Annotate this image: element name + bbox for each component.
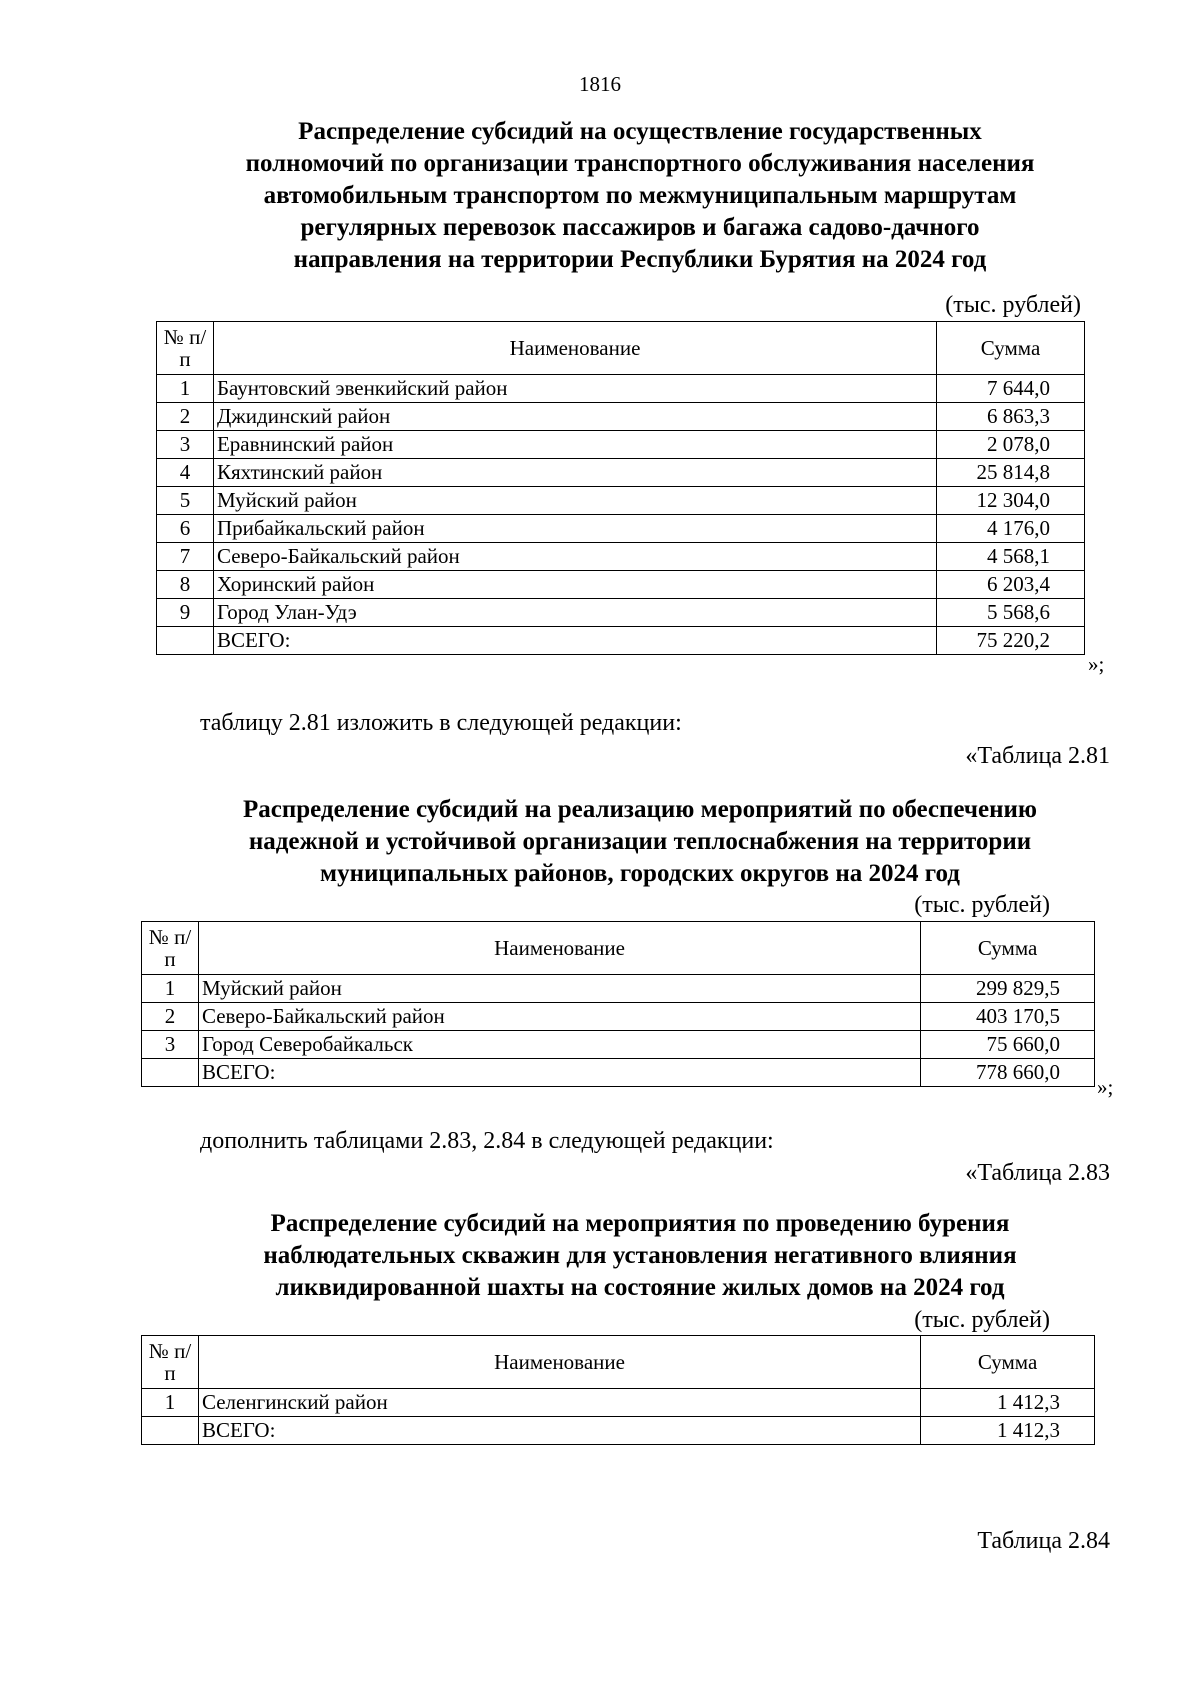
- title-line: надежной и устойчивой организации теплоснабжения на территории: [248, 828, 1032, 855]
- row-number: 1: [142, 1389, 199, 1417]
- table-header-row: [142, 1336, 1095, 1389]
- row-sum: 7 644,0: [937, 375, 1085, 403]
- total-label: ВСЕГО:: [198, 1059, 920, 1087]
- row-number: 3: [142, 1031, 199, 1059]
- table-row: [142, 1389, 1095, 1417]
- header-name: Наименование: [198, 1336, 920, 1389]
- table3-title: [150, 1208, 1130, 1304]
- table2-title: [150, 794, 1130, 890]
- table-header-row: [157, 322, 1085, 375]
- row-name: Прибайкальский район: [213, 515, 936, 543]
- table-header-row: [142, 922, 1095, 975]
- table2-label: «Таблица 2.81: [965, 743, 1110, 769]
- table4-label: Таблица 2.84: [977, 1528, 1110, 1554]
- row-sum: 2 078,0: [937, 431, 1085, 459]
- row-sum: 25 814,8: [937, 459, 1085, 487]
- header-sum: Сумма: [921, 1336, 1095, 1389]
- header-sum: Сумма: [921, 922, 1095, 975]
- row-name: Селенгинский район: [198, 1389, 920, 1417]
- row-number: 9: [157, 599, 214, 627]
- header-num: № п/п: [142, 1336, 199, 1389]
- row-number: 4: [157, 459, 214, 487]
- table-row: [157, 599, 1085, 627]
- row-name: Муйский район: [213, 487, 936, 515]
- table-row: [142, 1031, 1095, 1059]
- row-sum: 6 203,4: [937, 571, 1085, 599]
- table-row: [157, 571, 1085, 599]
- row-name: Джидинский район: [213, 403, 936, 431]
- title-line: автомобильным транспортом по межмуниципальным маршрутам: [263, 182, 1017, 209]
- table1-body: [157, 375, 1085, 627]
- row-name: Муйский район: [198, 975, 920, 1003]
- total-sum: 1 412,3: [921, 1417, 1095, 1445]
- table3-label: «Таблица 2.83: [965, 1160, 1110, 1186]
- row-name: Еравнинский район: [213, 431, 936, 459]
- total-label: ВСЕГО:: [198, 1417, 920, 1445]
- total-label: ВСЕГО:: [213, 627, 936, 655]
- row-name: Северо-Байкальский район: [198, 1003, 920, 1031]
- total-sum: 778 660,0: [921, 1059, 1095, 1087]
- paragraph-1: таблицу 2.81 изложить в следующей редакции:: [200, 710, 682, 736]
- table-row: [142, 1003, 1095, 1031]
- total-row: [157, 627, 1085, 655]
- table2-body: [142, 975, 1095, 1059]
- row-name: Город Северобайкальск: [198, 1031, 920, 1059]
- table3: [141, 1335, 1095, 1445]
- table-row: [157, 459, 1085, 487]
- row-number: 3: [157, 431, 214, 459]
- title-line: направления на территории Республики Бурятия на 2024 год: [293, 246, 987, 273]
- row-name: Северо-Байкальский район: [213, 543, 936, 571]
- title-line: муниципальных районов, городских округов на 2024 год: [320, 860, 960, 887]
- row-name: Город Улан-Удэ: [213, 599, 936, 627]
- row-number: 2: [157, 403, 214, 431]
- total-row: [142, 1059, 1095, 1087]
- row-sum: 5 568,6: [937, 599, 1085, 627]
- table3-unit: (тыс. рублей): [914, 1307, 1050, 1333]
- row-sum: 6 863,3: [937, 403, 1085, 431]
- row-name: Баунтовский эвенкийский район: [213, 375, 936, 403]
- table-row: [157, 431, 1085, 459]
- title-line: Распределение субсидий на мероприятия по проведению бурения: [270, 1210, 1010, 1237]
- header-num: № п/п: [142, 922, 199, 975]
- table-row: [157, 487, 1085, 515]
- table2: [141, 921, 1095, 1087]
- table3-body: [142, 1389, 1095, 1417]
- header-name: Наименование: [198, 922, 920, 975]
- table-row: [142, 975, 1095, 1003]
- row-sum: 75 660,0: [921, 1031, 1095, 1059]
- page-number: 1816: [579, 72, 621, 96]
- table-row: [157, 375, 1085, 403]
- table1-unit: (тыс. рублей): [945, 292, 1081, 318]
- header-name: Наименование: [213, 322, 936, 375]
- table1-title: [150, 116, 1130, 276]
- row-number: 7: [157, 543, 214, 571]
- row-number: 1: [142, 975, 199, 1003]
- row-sum: 4 568,1: [937, 543, 1085, 571]
- row-sum: 12 304,0: [937, 487, 1085, 515]
- header-num: № п/п: [157, 322, 214, 375]
- row-number: 1: [157, 375, 214, 403]
- title-line: Распределение субсидий на осуществление государственных: [298, 118, 982, 145]
- row-sum: 4 176,0: [937, 515, 1085, 543]
- header-sum: Сумма: [937, 322, 1085, 375]
- title-line: наблюдательных скважин для установления негативного влияния: [263, 1242, 1017, 1269]
- row-name: Кяхтинский район: [213, 459, 936, 487]
- paragraph-2: дополнить таблицами 2.83, 2.84 в следующей редакции:: [200, 1128, 774, 1154]
- title-line: ликвидированной шахты на состояние жилых домов на 2024 год: [275, 1274, 1005, 1301]
- row-number: 5: [157, 487, 214, 515]
- row-number: 6: [157, 515, 214, 543]
- row-sum: 299 829,5: [921, 975, 1095, 1003]
- title-line: регулярных перевозок пассажиров и багажа садово-дачного: [300, 214, 980, 241]
- title-line: Распределение субсидий на реализацию мероприятий по обеспечению: [242, 796, 1038, 823]
- table2-closing: »;: [1097, 1075, 1114, 1099]
- table-row: [157, 543, 1085, 571]
- table1-closing: »;: [1088, 652, 1105, 676]
- table-row: [157, 515, 1085, 543]
- table2-unit: (тыс. рублей): [914, 892, 1050, 918]
- table1: [156, 321, 1085, 655]
- row-sum: 1 412,3: [921, 1389, 1095, 1417]
- table-row: [157, 403, 1085, 431]
- title-line: полномочий по организации транспортного обслуживания населения: [245, 150, 1035, 177]
- row-name: Хоринский район: [213, 571, 936, 599]
- total-row: [142, 1417, 1095, 1445]
- total-sum: 75 220,2: [937, 627, 1085, 655]
- row-number: 2: [142, 1003, 199, 1031]
- row-sum: 403 170,5: [921, 1003, 1095, 1031]
- row-number: 8: [157, 571, 214, 599]
